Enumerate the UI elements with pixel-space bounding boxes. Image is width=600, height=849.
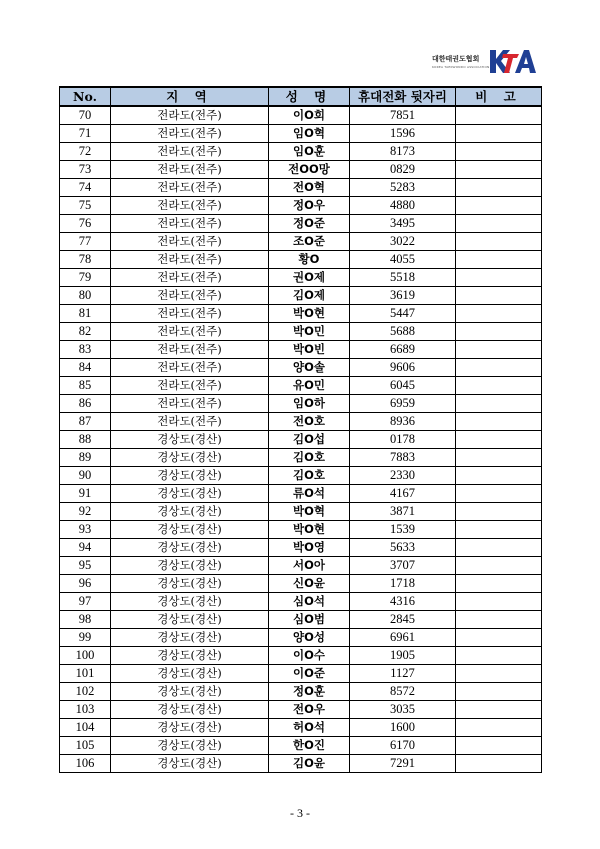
roster-body: [60, 106, 542, 773]
cell-region: 전라도(전주): [111, 305, 269, 323]
cell-name: 박O혁: [269, 503, 350, 521]
cell-note: [456, 106, 542, 125]
cell-no: 93: [60, 521, 111, 539]
cell-note: [456, 503, 542, 521]
kta-logo: [432, 46, 538, 76]
cell-no: 89: [60, 449, 111, 467]
table-row: [60, 647, 542, 665]
cell-no: 91: [60, 485, 111, 503]
table-row: [60, 539, 542, 557]
cell-phone: 6689: [350, 341, 456, 359]
cell-no: 86: [60, 395, 111, 413]
logo-org-subtitle: KOREA TAEKWONDO ASSOCIATION: [432, 65, 490, 69]
table-row: [60, 755, 542, 773]
cell-name: 정O훈: [269, 683, 350, 701]
cell-phone: 3707: [350, 557, 456, 575]
cell-note: [456, 233, 542, 251]
cell-name: 김O호: [269, 449, 350, 467]
cell-name: 임O하: [269, 395, 350, 413]
cell-note: [456, 575, 542, 593]
cell-name: 임O혁: [269, 125, 350, 143]
cell-region: 경상도(경산): [111, 431, 269, 449]
cell-name: 조O준: [269, 233, 350, 251]
cell-phone: 5283: [350, 179, 456, 197]
table-row: [60, 233, 542, 251]
cell-region: 경상도(경산): [111, 737, 269, 755]
cell-phone: 3035: [350, 701, 456, 719]
cell-region: 전라도(전주): [111, 197, 269, 215]
cell-region: 전라도(전주): [111, 287, 269, 305]
table-row: [60, 106, 542, 125]
cell-phone: 1905: [350, 647, 456, 665]
table-row: [60, 413, 542, 431]
table-row: [60, 683, 542, 701]
cell-note: [456, 431, 542, 449]
cell-note: [456, 305, 542, 323]
cell-note: [456, 737, 542, 755]
cell-region: 전라도(전주): [111, 251, 269, 269]
cell-note: [456, 359, 542, 377]
cell-region: 경상도(경산): [111, 557, 269, 575]
cell-name: 박O민: [269, 323, 350, 341]
cell-no: 83: [60, 341, 111, 359]
table-row: [60, 341, 542, 359]
cell-name: 전O우: [269, 701, 350, 719]
table-header-row: [60, 87, 542, 106]
cell-no: 102: [60, 683, 111, 701]
cell-region: 전라도(전주): [111, 377, 269, 395]
table-row: [60, 593, 542, 611]
cell-no: 106: [60, 755, 111, 773]
cell-phone: 4316: [350, 593, 456, 611]
cell-note: [456, 125, 542, 143]
cell-name: 황O: [269, 251, 350, 269]
cell-note: [456, 395, 542, 413]
cell-name: 권O제: [269, 269, 350, 287]
cell-region: 전라도(전주): [111, 413, 269, 431]
cell-no: 78: [60, 251, 111, 269]
cell-name: 박O영: [269, 539, 350, 557]
cell-note: [456, 485, 542, 503]
cell-note: [456, 593, 542, 611]
cell-no: 98: [60, 611, 111, 629]
cell-note: [456, 269, 542, 287]
cell-no: 88: [60, 431, 111, 449]
cell-region: 전라도(전주): [111, 143, 269, 161]
table-row: [60, 395, 542, 413]
cell-no: 105: [60, 737, 111, 755]
cell-no: 92: [60, 503, 111, 521]
kta-logo-mark-icon: [488, 46, 538, 76]
table-row: [60, 305, 542, 323]
cell-phone: 9606: [350, 359, 456, 377]
cell-note: [456, 719, 542, 737]
header-no: No.: [60, 87, 111, 106]
cell-region: 경상도(경산): [111, 575, 269, 593]
roster-table: [59, 86, 542, 773]
cell-note: [456, 539, 542, 557]
cell-region: 전라도(전주): [111, 106, 269, 125]
cell-name: 양O솔: [269, 359, 350, 377]
cell-name: 이O준: [269, 665, 350, 683]
cell-note: [456, 467, 542, 485]
cell-no: 81: [60, 305, 111, 323]
cell-no: 97: [60, 593, 111, 611]
cell-name: 유O민: [269, 377, 350, 395]
cell-region: 전라도(전주): [111, 269, 269, 287]
cell-note: [456, 521, 542, 539]
cell-phone: 2845: [350, 611, 456, 629]
header-name: 성 명: [269, 87, 350, 106]
table-row: [60, 719, 542, 737]
cell-phone: 7291: [350, 755, 456, 773]
cell-no: 90: [60, 467, 111, 485]
cell-region: 전라도(전주): [111, 179, 269, 197]
cell-phone: 3495: [350, 215, 456, 233]
cell-note: [456, 683, 542, 701]
table-row: [60, 143, 542, 161]
cell-no: 76: [60, 215, 111, 233]
cell-phone: 0178: [350, 431, 456, 449]
cell-no: 72: [60, 143, 111, 161]
cell-no: 103: [60, 701, 111, 719]
cell-note: [456, 449, 542, 467]
cell-phone: 8936: [350, 413, 456, 431]
cell-name: 박O빈: [269, 341, 350, 359]
cell-no: 94: [60, 539, 111, 557]
cell-name: 박O현: [269, 305, 350, 323]
cell-name: 한O진: [269, 737, 350, 755]
table-row: [60, 125, 542, 143]
cell-phone: 1539: [350, 521, 456, 539]
cell-name: 김O호: [269, 467, 350, 485]
cell-phone: 3871: [350, 503, 456, 521]
table-row: [60, 287, 542, 305]
cell-no: 85: [60, 377, 111, 395]
cell-name: 정O우: [269, 197, 350, 215]
cell-region: 경상도(경산): [111, 611, 269, 629]
cell-region: 경상도(경산): [111, 539, 269, 557]
cell-region: 경상도(경산): [111, 593, 269, 611]
table-row: [60, 377, 542, 395]
cell-phone: 8173: [350, 143, 456, 161]
cell-region: 경상도(경산): [111, 701, 269, 719]
cell-name: 이O수: [269, 647, 350, 665]
cell-phone: 3022: [350, 233, 456, 251]
cell-note: [456, 287, 542, 305]
cell-name: 서O아: [269, 557, 350, 575]
cell-no: 104: [60, 719, 111, 737]
cell-phone: 6045: [350, 377, 456, 395]
table-row: [60, 197, 542, 215]
cell-no: 87: [60, 413, 111, 431]
cell-region: 전라도(전주): [111, 395, 269, 413]
cell-note: [456, 611, 542, 629]
table-row: [60, 701, 542, 719]
cell-no: 99: [60, 629, 111, 647]
cell-region: 전라도(전주): [111, 161, 269, 179]
cell-no: 95: [60, 557, 111, 575]
cell-note: [456, 377, 542, 395]
cell-note: [456, 341, 542, 359]
cell-phone: 5633: [350, 539, 456, 557]
table-row: [60, 737, 542, 755]
cell-no: 77: [60, 233, 111, 251]
cell-name: 김O섭: [269, 431, 350, 449]
cell-name: 심O석: [269, 593, 350, 611]
cell-no: 79: [60, 269, 111, 287]
cell-region: 전라도(전주): [111, 215, 269, 233]
table-row: [60, 431, 542, 449]
cell-note: [456, 647, 542, 665]
cell-note: [456, 161, 542, 179]
table-row: [60, 485, 542, 503]
table-row: [60, 251, 542, 269]
table-row: [60, 323, 542, 341]
cell-name: 전O호: [269, 413, 350, 431]
cell-note: [456, 197, 542, 215]
cell-name: 양O성: [269, 629, 350, 647]
cell-phone: 1718: [350, 575, 456, 593]
cell-no: 74: [60, 179, 111, 197]
cell-region: 경상도(경산): [111, 485, 269, 503]
table-row: [60, 611, 542, 629]
cell-region: 전라도(전주): [111, 125, 269, 143]
cell-phone: 6170: [350, 737, 456, 755]
cell-no: 73: [60, 161, 111, 179]
table-row: [60, 359, 542, 377]
cell-phone: 5518: [350, 269, 456, 287]
cell-phone: 8572: [350, 683, 456, 701]
cell-region: 경상도(경산): [111, 467, 269, 485]
cell-region: 경상도(경산): [111, 683, 269, 701]
cell-phone: 4055: [350, 251, 456, 269]
table-row: [60, 629, 542, 647]
cell-phone: 2330: [350, 467, 456, 485]
logo-org-name: 대한태권도협회: [432, 55, 480, 63]
table-row: [60, 215, 542, 233]
table-row: [60, 179, 542, 197]
cell-no: 82: [60, 323, 111, 341]
cell-region: 경상도(경산): [111, 665, 269, 683]
cell-phone: 7851: [350, 106, 456, 125]
cell-region: 전라도(전주): [111, 341, 269, 359]
header-phone: 휴대전화 뒷자리: [350, 87, 456, 106]
cell-region: 경상도(경산): [111, 647, 269, 665]
cell-note: [456, 755, 542, 773]
cell-note: [456, 323, 542, 341]
cell-note: [456, 665, 542, 683]
cell-no: 75: [60, 197, 111, 215]
cell-note: [456, 557, 542, 575]
cell-note: [456, 179, 542, 197]
cell-region: 전라도(전주): [111, 233, 269, 251]
table-row: [60, 467, 542, 485]
cell-name: 임O훈: [269, 143, 350, 161]
cell-name: 정O준: [269, 215, 350, 233]
cell-name: 심O범: [269, 611, 350, 629]
cell-note: [456, 701, 542, 719]
cell-region: 경상도(경산): [111, 503, 269, 521]
cell-region: 경상도(경산): [111, 449, 269, 467]
cell-no: 96: [60, 575, 111, 593]
table-row: [60, 557, 542, 575]
cell-name: 박O현: [269, 521, 350, 539]
cell-region: 전라도(전주): [111, 359, 269, 377]
header-note: 비 고: [456, 87, 542, 106]
cell-no: 70: [60, 106, 111, 125]
cell-phone: 0829: [350, 161, 456, 179]
cell-note: [456, 413, 542, 431]
table-row: [60, 665, 542, 683]
cell-no: 80: [60, 287, 111, 305]
cell-region: 경상도(경산): [111, 755, 269, 773]
table-row: [60, 449, 542, 467]
cell-no: 100: [60, 647, 111, 665]
cell-phone: 5688: [350, 323, 456, 341]
cell-region: 전라도(전주): [111, 323, 269, 341]
header-region: 지 역: [111, 87, 269, 106]
cell-name: 전OO망: [269, 161, 350, 179]
cell-region: 경상도(경산): [111, 629, 269, 647]
cell-name: 이O희: [269, 106, 350, 125]
cell-name: 허O석: [269, 719, 350, 737]
cell-note: [456, 629, 542, 647]
cell-phone: 6959: [350, 395, 456, 413]
cell-phone: 1600: [350, 719, 456, 737]
table-row: [60, 575, 542, 593]
cell-phone: 4880: [350, 197, 456, 215]
table-row: [60, 161, 542, 179]
cell-phone: 1127: [350, 665, 456, 683]
cell-phone: 5447: [350, 305, 456, 323]
cell-name: 김O윤: [269, 755, 350, 773]
cell-region: 경상도(경산): [111, 521, 269, 539]
cell-name: 김O제: [269, 287, 350, 305]
cell-region: 경상도(경산): [111, 719, 269, 737]
cell-phone: 7883: [350, 449, 456, 467]
cell-no: 71: [60, 125, 111, 143]
cell-note: [456, 215, 542, 233]
cell-name: 전O혁: [269, 179, 350, 197]
table-row: [60, 269, 542, 287]
cell-note: [456, 251, 542, 269]
page-number: - 3 -: [290, 806, 310, 820]
table-row: [60, 503, 542, 521]
cell-name: 류O석: [269, 485, 350, 503]
cell-phone: 3619: [350, 287, 456, 305]
cell-name: 신O윤: [269, 575, 350, 593]
table-row: [60, 521, 542, 539]
cell-no: 84: [60, 359, 111, 377]
cell-phone: 1596: [350, 125, 456, 143]
cell-phone: 6961: [350, 629, 456, 647]
cell-phone: 4167: [350, 485, 456, 503]
cell-no: 101: [60, 665, 111, 683]
cell-note: [456, 143, 542, 161]
